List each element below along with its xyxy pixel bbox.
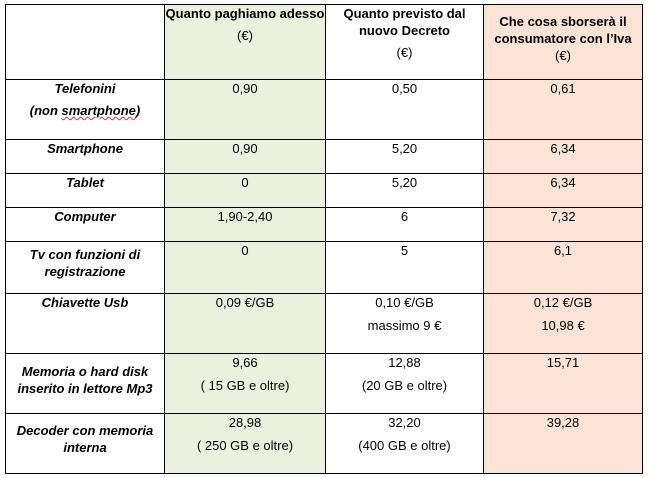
value-vat: 6,1 bbox=[484, 242, 643, 294]
header-decree bbox=[326, 5, 484, 80]
item-cell bbox=[6, 208, 165, 242]
table-row bbox=[6, 354, 643, 414]
item-name: Telefonini bbox=[54, 81, 116, 96]
table-row bbox=[6, 174, 643, 208]
header-vat-unit: (€) bbox=[555, 48, 571, 63]
item-name: Decoder con memoria interna bbox=[16, 423, 154, 455]
table-row bbox=[6, 80, 643, 140]
value-decree: 0,50 bbox=[326, 80, 484, 140]
value-decree: 5,20 bbox=[326, 174, 484, 208]
value-now bbox=[165, 354, 326, 414]
table-row bbox=[6, 140, 643, 174]
header-decree-title: Quanto previsto dal nuovo Decreto bbox=[343, 6, 466, 38]
table-row bbox=[6, 294, 643, 354]
value-decree: 5 bbox=[326, 242, 484, 294]
header-vat bbox=[484, 5, 643, 80]
value-vat: 7,32 bbox=[484, 208, 643, 242]
value-vat bbox=[484, 294, 643, 354]
item-cell bbox=[6, 174, 165, 208]
value-vat: 39,28 bbox=[484, 414, 643, 474]
item-name: Tablet bbox=[66, 175, 104, 190]
value-now: 1,90-2,40 bbox=[165, 208, 326, 242]
item-subtitle: (non smartphone) bbox=[29, 103, 141, 118]
value-now: 0 bbox=[165, 242, 326, 294]
value-now-main: 9,66 bbox=[232, 355, 258, 370]
value-vat-sub: 10,98 € bbox=[541, 318, 585, 333]
value-vat: 0,61 bbox=[484, 80, 643, 140]
value-decree-main: 12,88 bbox=[388, 355, 421, 370]
item-cell bbox=[6, 80, 165, 140]
value-decree bbox=[326, 294, 484, 354]
value-decree bbox=[326, 354, 484, 414]
item-name: Tv con funzioni di registrazione bbox=[29, 247, 141, 279]
header-row bbox=[6, 5, 643, 80]
value-decree-main: 32,20 bbox=[388, 415, 421, 430]
item-name: Smartphone bbox=[47, 141, 123, 156]
value-decree-sub: (20 GB e oltre) bbox=[361, 378, 448, 393]
value-vat: 6,34 bbox=[484, 174, 643, 208]
value-now bbox=[165, 294, 326, 354]
value-now bbox=[165, 414, 326, 474]
value-decree-sub: (400 GB e oltre) bbox=[358, 438, 451, 453]
value-now-sub: ( 15 GB e oltre) bbox=[200, 378, 290, 393]
header-now bbox=[165, 5, 326, 80]
header-now-unit: (€) bbox=[237, 28, 253, 43]
item-name: Computer bbox=[54, 209, 116, 224]
value-vat-main: 0,12 €/GB bbox=[533, 295, 593, 310]
value-now: 0,90 bbox=[165, 140, 326, 174]
value-decree-sub: massimo 9 € bbox=[367, 318, 442, 333]
value-now-main: 0,09 €/GB bbox=[215, 295, 275, 310]
value-vat: 6,34 bbox=[484, 140, 643, 174]
item-name: Chiavette Usb bbox=[41, 295, 129, 310]
value-vat: 15,71 bbox=[484, 354, 643, 414]
value-now-main: 28,98 bbox=[228, 415, 262, 430]
header-decree-unit: (€) bbox=[396, 45, 413, 60]
value-decree: 5,20 bbox=[326, 140, 484, 174]
table-row bbox=[6, 242, 643, 294]
item-cell bbox=[6, 140, 165, 174]
header-empty-cell bbox=[6, 5, 165, 80]
header-now-title: Quanto paghiamo adesso bbox=[165, 6, 325, 21]
value-now: 0,90 bbox=[165, 80, 326, 140]
value-now-sub: ( 250 GB e oltre) bbox=[196, 438, 294, 453]
tariff-table bbox=[5, 4, 643, 474]
item-cell bbox=[6, 294, 165, 354]
table-row bbox=[6, 414, 643, 474]
item-cell bbox=[6, 414, 165, 474]
table-row bbox=[6, 208, 643, 242]
header-vat-title: Che cosa sborserà il consumatore con l’Iva bbox=[494, 14, 632, 46]
value-decree bbox=[326, 414, 484, 474]
value-decree: 6 bbox=[326, 208, 484, 242]
value-decree-main: 0,10 €/GB bbox=[375, 295, 434, 310]
item-cell bbox=[6, 354, 165, 414]
value-now: 0 bbox=[165, 174, 326, 208]
item-name: Memoria o hard disk inserito in lettore Mp3 bbox=[17, 364, 153, 396]
item-cell bbox=[6, 242, 165, 294]
